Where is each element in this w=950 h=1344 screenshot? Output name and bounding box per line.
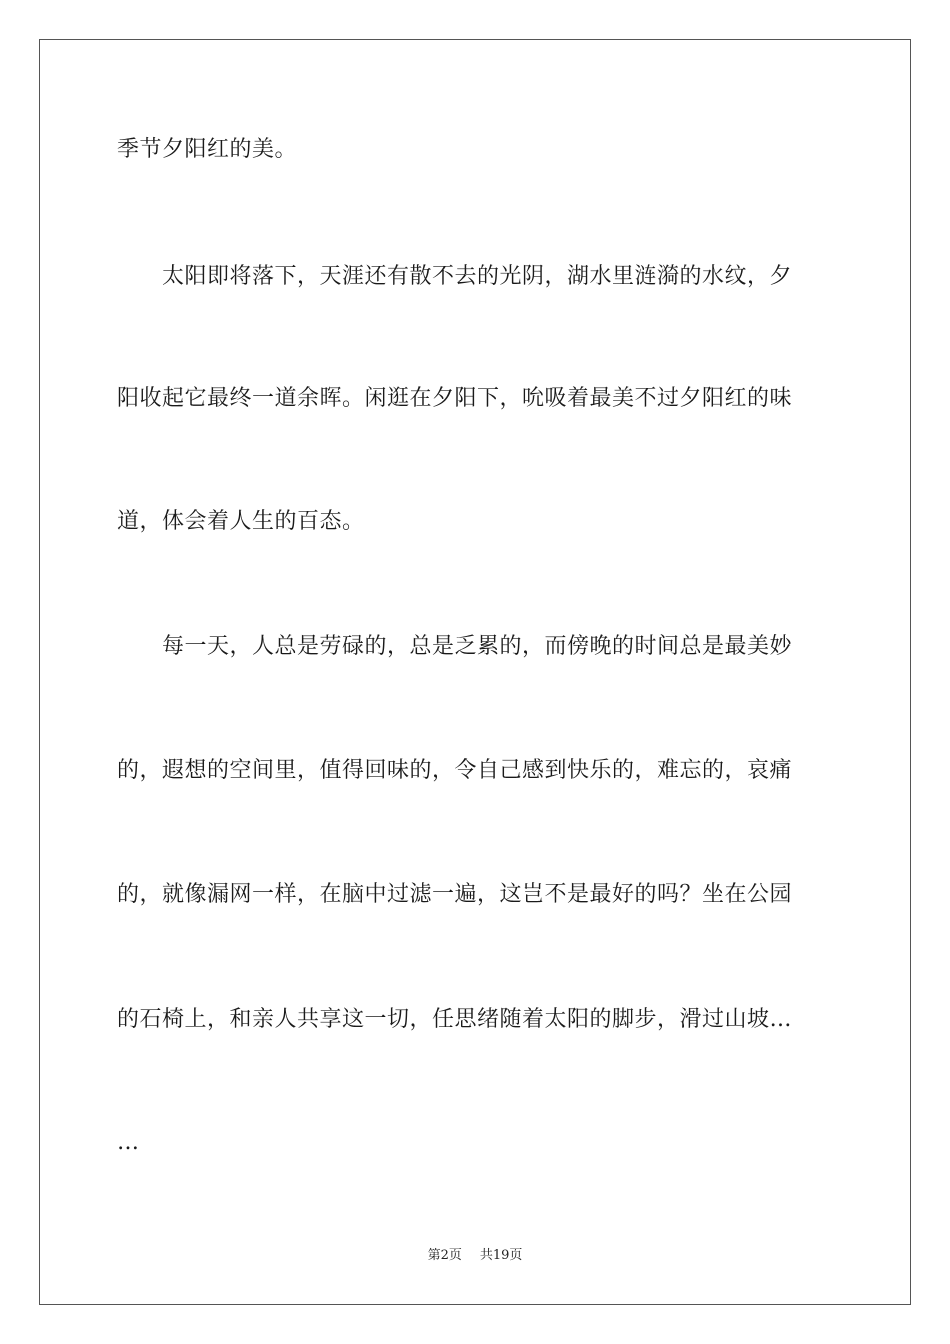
page-total: 共19页 xyxy=(479,1248,523,1263)
text-line: … xyxy=(117,1130,140,1155)
text-line: 季节夕阳红的美。 xyxy=(117,137,298,162)
text-line: 的，就像漏网一样，在脑中过滤一遍，这岂不是最好的吗？坐在公园 xyxy=(117,882,793,907)
text-line: 阳收起它最终一道余晖。闲逛在夕阳下，吮吸着最美不过夕阳红的味 xyxy=(117,386,793,411)
text-line: 的，遐想的空间里，值得回味的，令自己感到快乐的，难忘的，哀痛 xyxy=(117,758,793,783)
text-line: 每一天，人总是劳碌的，总是乏累的，而傍晚的时间总是最美妙 xyxy=(117,634,793,659)
text-line: 道，体会着人生的百态。 xyxy=(117,509,365,534)
page-footer xyxy=(0,1246,950,1266)
page-border xyxy=(39,39,911,1305)
text-line: 的石椅上，和亲人共享这一切，任思绪随着太阳的脚步，滑过山坡… xyxy=(117,1007,793,1032)
text-line: 太阳即将落下，天涯还有散不去的光阴，湖水里涟漪的水纹，夕 xyxy=(117,264,793,289)
page-number: 第2页 xyxy=(427,1248,462,1263)
